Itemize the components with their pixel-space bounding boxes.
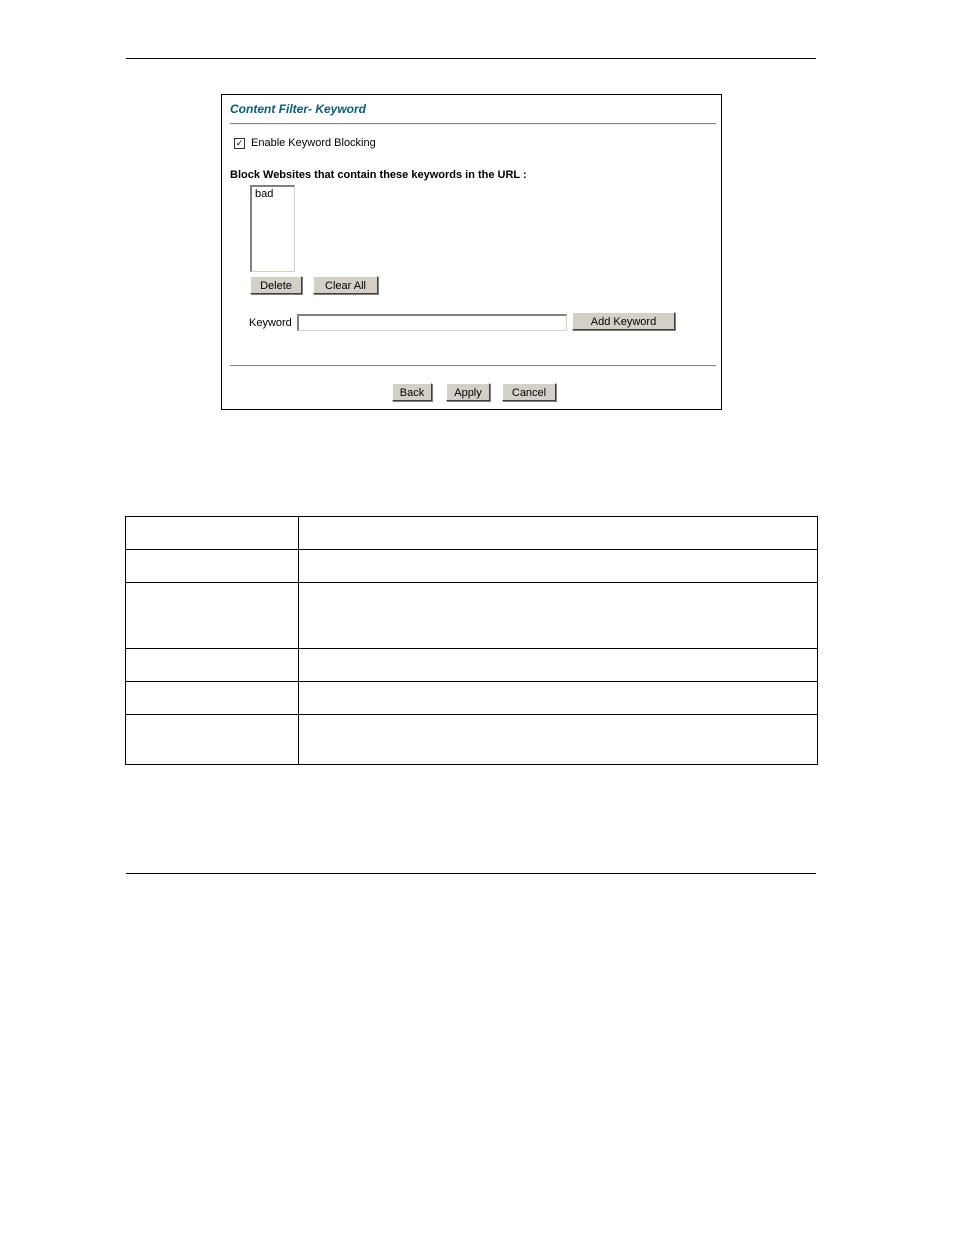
title-divider (230, 123, 716, 125)
footer-divider (230, 365, 716, 367)
table-row (126, 682, 818, 715)
cancel-button[interactable]: Cancel (502, 383, 556, 401)
delete-button[interactable]: Delete (250, 276, 302, 294)
table-cell-description (299, 715, 818, 765)
table-row (126, 649, 818, 682)
list-item[interactable]: bad (255, 188, 274, 200)
keyword-list-heading: Block Websites that contain these keywords in the URL : (230, 169, 527, 181)
table-row (126, 715, 818, 765)
content-filter-keyword-panel (221, 94, 722, 410)
table-cell-label (126, 649, 299, 682)
table-cell-label (126, 682, 299, 715)
enable-keyword-blocking-row[interactable] (234, 137, 376, 149)
enable-keyword-blocking-checkbox[interactable]: ✓ (235, 137, 244, 148)
table-cell-label (126, 517, 299, 550)
table-row (126, 550, 818, 583)
keyword-label: Keyword (249, 317, 292, 329)
panel-title: Content Filter- Keyword (230, 102, 367, 116)
add-keyword-button[interactable]: Add Keyword (572, 312, 675, 330)
table-cell-label (126, 715, 299, 765)
table-cell-description (299, 550, 818, 583)
table-cell-label (126, 583, 299, 649)
field-description-table (125, 516, 818, 765)
footer-rule (126, 873, 816, 874)
apply-button[interactable]: Apply (446, 383, 490, 401)
table-cell-description (299, 682, 818, 715)
back-button[interactable]: Back (392, 383, 432, 401)
table-cell-label (126, 550, 299, 583)
table-row (126, 517, 818, 550)
clear-all-button[interactable]: Clear All (313, 276, 378, 294)
table-cell-description (299, 517, 818, 550)
keyword-listbox[interactable] (250, 185, 295, 272)
keyword-input[interactable] (297, 314, 567, 331)
table-cell-description (299, 649, 818, 682)
header-rule (126, 58, 816, 59)
table-cell-description (299, 583, 818, 649)
table-row (126, 583, 818, 649)
enable-keyword-blocking-label: Enable Keyword Blocking (251, 137, 376, 149)
